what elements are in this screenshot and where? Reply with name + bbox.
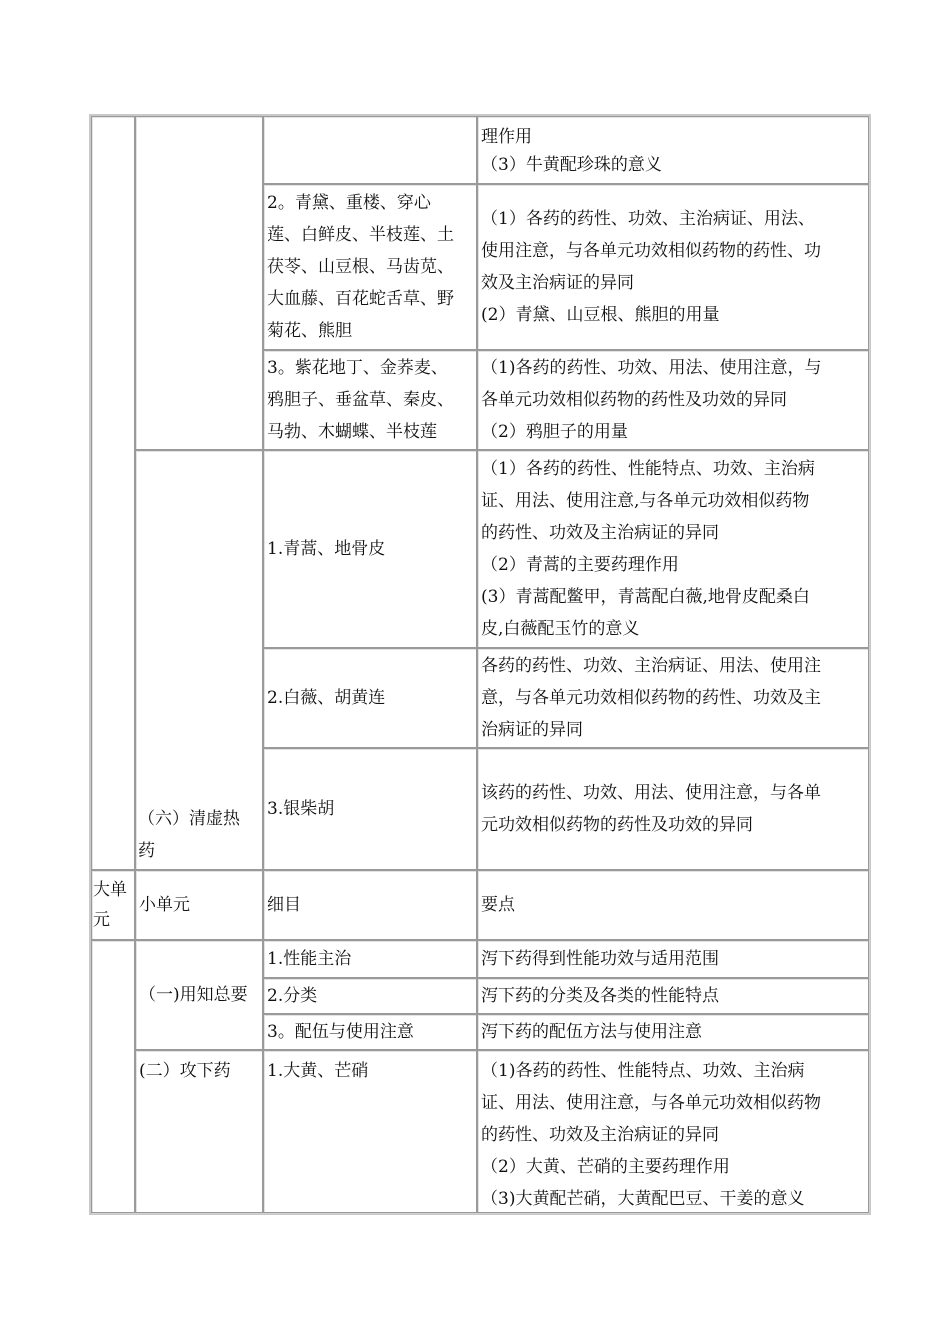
points-line: （2）青蒿的主要药理作用: [481, 555, 679, 575]
points-cell-a3: [477, 450, 869, 648]
points-line: 使用注意，与各单元功效相似药物的药性、功: [481, 241, 821, 261]
points-line: （2）大黄、芒硝的主要药理作用: [481, 1157, 730, 1177]
detail-cell-b4: 1.大黄、芒硝: [263, 1050, 477, 1213]
subunit-cell-a-top: [135, 116, 263, 450]
points-line: 理作用: [481, 127, 532, 147]
subunit-cell-1: （一)用知总要: [135, 940, 263, 1050]
header-unit-line: 大单: [93, 880, 127, 900]
detail-line: 3。紫花地丁、金荞麦、: [267, 358, 448, 378]
points-line: 治病证的异同: [481, 720, 583, 740]
points-line: 证、用法、使用注意，与各单元功效相似药物: [481, 1093, 821, 1113]
detail-line: 马勃、木蝴蝶、半枝莲: [267, 422, 437, 442]
header-unit-line: 元: [93, 910, 110, 930]
detail-cell-a1: [263, 184, 477, 350]
subunit-cell-6: [135, 450, 263, 870]
detail-line: 鸦胆子、垂盆草、秦皮、: [267, 390, 454, 410]
points-line: 效及主治病证的异同: [481, 273, 634, 293]
points-line: （1)各药的药性、性能特点、功效、主治病: [481, 1061, 805, 1081]
detail-cell-b2: 2.分类: [263, 978, 477, 1014]
detail-cell-a4: [263, 648, 477, 748]
points-line: 该药的药性、功效、用法、使用注意，与各单: [481, 783, 821, 803]
points-line: 证、用法、使用注意,与各单元功效相似药物: [481, 491, 810, 511]
detail-line: 1.青蒿、地骨皮: [267, 539, 386, 559]
detail-cell-a3: [263, 450, 477, 648]
points-cell-a1: [477, 184, 869, 350]
subunit-line: （六）清虚热: [138, 809, 240, 829]
detail-line: 3.银柴胡: [267, 799, 335, 819]
points-line: （3）牛黄配珍珠的意义: [481, 155, 662, 175]
unit-cell-b: [91, 940, 135, 1213]
points-line: (2）青黛、山豆根、熊胆的用量: [481, 305, 720, 325]
points-cell-b3: 泻下药的配伍方法与使用注意: [477, 1014, 869, 1050]
subunit-line: 药: [138, 841, 155, 861]
detail-line: 茯苓、山豆根、马齿苋、: [267, 257, 454, 277]
points-line: 各药的药性、功效、主治病证、用法、使用注: [481, 656, 821, 676]
header-unit: [91, 870, 135, 940]
points-cell-a5: [477, 748, 869, 870]
detail-cell-a5: [263, 748, 477, 870]
unit-cell-a: [91, 116, 135, 870]
points-line: （1)各药的药性、功效、用法、使用注意，与: [481, 358, 822, 378]
points-cell-a2: [477, 350, 869, 450]
points-cell-b2: 泻下药的分类及各类的性能特点: [477, 978, 869, 1014]
points-cell-a4: [477, 648, 869, 748]
points-line: 各单元功效相似药物的药性及功效的异同: [481, 390, 787, 410]
points-line: 的药性、功效及主治病证的异同: [481, 1125, 719, 1145]
header-subunit: 小单元: [135, 870, 263, 940]
detail-line: 菊花、熊胆: [267, 321, 352, 341]
points-line: (3）青蒿配鳖甲，青蒿配白薇,地骨皮配桑白: [481, 587, 810, 607]
detail-cell-b1: 1.性能主治: [263, 940, 477, 978]
points-line: （3)大黄配芒硝，大黄配巴豆、干姜的意义: [481, 1189, 805, 1209]
subunit-cell-2: (二）攻下药: [135, 1050, 263, 1213]
points-line: 意，与各单元功效相似药物的药性、功效及主: [481, 688, 821, 708]
detail-line: 大血藤、百花蛇舌草、野: [267, 289, 454, 309]
header-detail: 细目: [263, 870, 477, 940]
points-line: 元功效相似药物的药性及功效的异同: [481, 815, 753, 835]
points-cell-b4: [477, 1050, 869, 1213]
detail-line: 莲、白鲜皮、半枝莲、土: [267, 225, 454, 245]
points-line: （2）鸦胆子的用量: [481, 422, 628, 442]
points-line: 皮,白薇配玉竹的意义: [481, 619, 640, 639]
detail-cell-a2: [263, 350, 477, 450]
points-cell-b1: 泻下药得到性能功效与适用范围: [477, 940, 869, 978]
detail-cell-a0: [263, 116, 477, 184]
detail-line: 2.白薇、胡黄连: [267, 688, 386, 708]
detail-line: 2。青黛、重楼、穿心: [267, 193, 431, 213]
detail-cell-b3: 3。配伍与使用注意: [263, 1014, 477, 1050]
points-line: （1）各药的药性、功效、主治病证、用法、: [481, 209, 815, 229]
header-points: 要点: [477, 870, 869, 940]
points-line: （1）各药的药性、性能特点、功效、主治病: [481, 459, 815, 479]
points-line: 的药性、功效及主治病证的异同: [481, 523, 719, 543]
points-cell-a0: [477, 116, 869, 184]
